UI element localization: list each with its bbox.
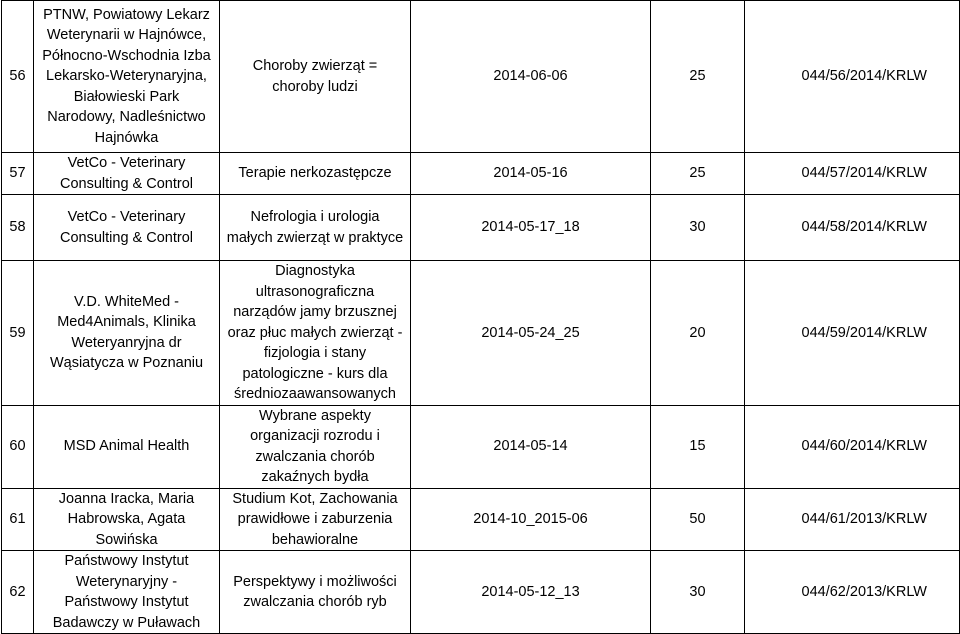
table-row — [2, 488, 960, 551]
code-cell: 044/60/2014/KRLW — [745, 405, 960, 488]
row-number: 59 — [2, 261, 34, 406]
code-cell: 044/59/2014/KRLW — [745, 261, 960, 406]
table-row — [2, 1, 960, 153]
code-cell: 044/58/2014/KRLW — [745, 195, 960, 261]
topic-cell: Nefrologia i urologia małych zwierząt w praktyce — [220, 195, 411, 261]
points-cell: 25 — [651, 1, 745, 153]
points-cell: 50 — [651, 488, 745, 551]
points-cell: 20 — [651, 261, 745, 406]
topic-cell: Diagnostyka ultrasonograficzna narządów jamy brzusznej oraz płuc małych zwierząt - fizjologia i stany patologiczne - kurs dla średniozaawansowanych — [220, 261, 411, 406]
table-row — [2, 195, 960, 261]
date-cell: 2014-06-06 — [411, 1, 651, 153]
row-number: 61 — [2, 488, 34, 551]
topic-cell: Studium Kot, Zachowania prawidłowe i zaburzenia behawioralne — [220, 488, 411, 551]
organizer-cell: Joanna Iracka, Maria Habrowska, Agata Sowińska — [34, 488, 220, 551]
organizer-cell: PTNW, Powiatowy Lekarz Weterynarii w Hajnówce, Północno-Wschodnia Izba Lekarsko-Weterynaryjna, Białowieski Park Narodowy, Nadleśnictwo Hajnówka — [34, 1, 220, 153]
table-row — [2, 261, 960, 406]
topic-cell: Perspektywy i możliwości zwalczania chorób ryb — [220, 551, 411, 634]
points-cell: 15 — [651, 405, 745, 488]
points-cell: 25 — [651, 153, 745, 195]
points-cell: 30 — [651, 551, 745, 634]
row-number: 58 — [2, 195, 34, 261]
organizer-cell: Państwowy Instytut Weterynaryjny - Państwowy Instytut Badawczy w Puławach — [34, 551, 220, 634]
row-number: 56 — [2, 1, 34, 153]
organizer-cell: VetCo - Veterinary Consulting & Control — [34, 195, 220, 261]
topic-cell: Terapie nerkozastępcze — [220, 153, 411, 195]
row-number: 60 — [2, 405, 34, 488]
date-cell: 2014-05-24_25 — [411, 261, 651, 406]
table-row — [2, 405, 960, 488]
table-row — [2, 551, 960, 634]
code-cell: 044/61/2013/KRLW — [745, 488, 960, 551]
topic-cell: Wybrane aspekty organizacji rozrodu i zwalczania chorób zakaźnych bydła — [220, 405, 411, 488]
date-cell: 2014-05-16 — [411, 153, 651, 195]
topic-cell: Choroby zwierząt = choroby ludzi — [220, 1, 411, 153]
row-number: 62 — [2, 551, 34, 634]
organizer-cell: V.D. WhiteMed - Med4Animals, Klinika Weteryanryjna dr Wąsiatycza w Poznaniu — [34, 261, 220, 406]
organizer-cell: VetCo - Veterinary Consulting & Control — [34, 153, 220, 195]
points-cell: 30 — [651, 195, 745, 261]
row-number: 57 — [2, 153, 34, 195]
courses-table — [1, 0, 960, 634]
code-cell: 044/56/2014/KRLW — [745, 1, 960, 153]
code-cell: 044/62/2013/KRLW — [745, 551, 960, 634]
code-cell: 044/57/2014/KRLW — [745, 153, 960, 195]
date-cell: 2014-10_2015-06 — [411, 488, 651, 551]
date-cell: 2014-05-12_13 — [411, 551, 651, 634]
organizer-cell: MSD Animal Health — [34, 405, 220, 488]
date-cell: 2014-05-14 — [411, 405, 651, 488]
table-row — [2, 153, 960, 195]
date-cell: 2014-05-17_18 — [411, 195, 651, 261]
